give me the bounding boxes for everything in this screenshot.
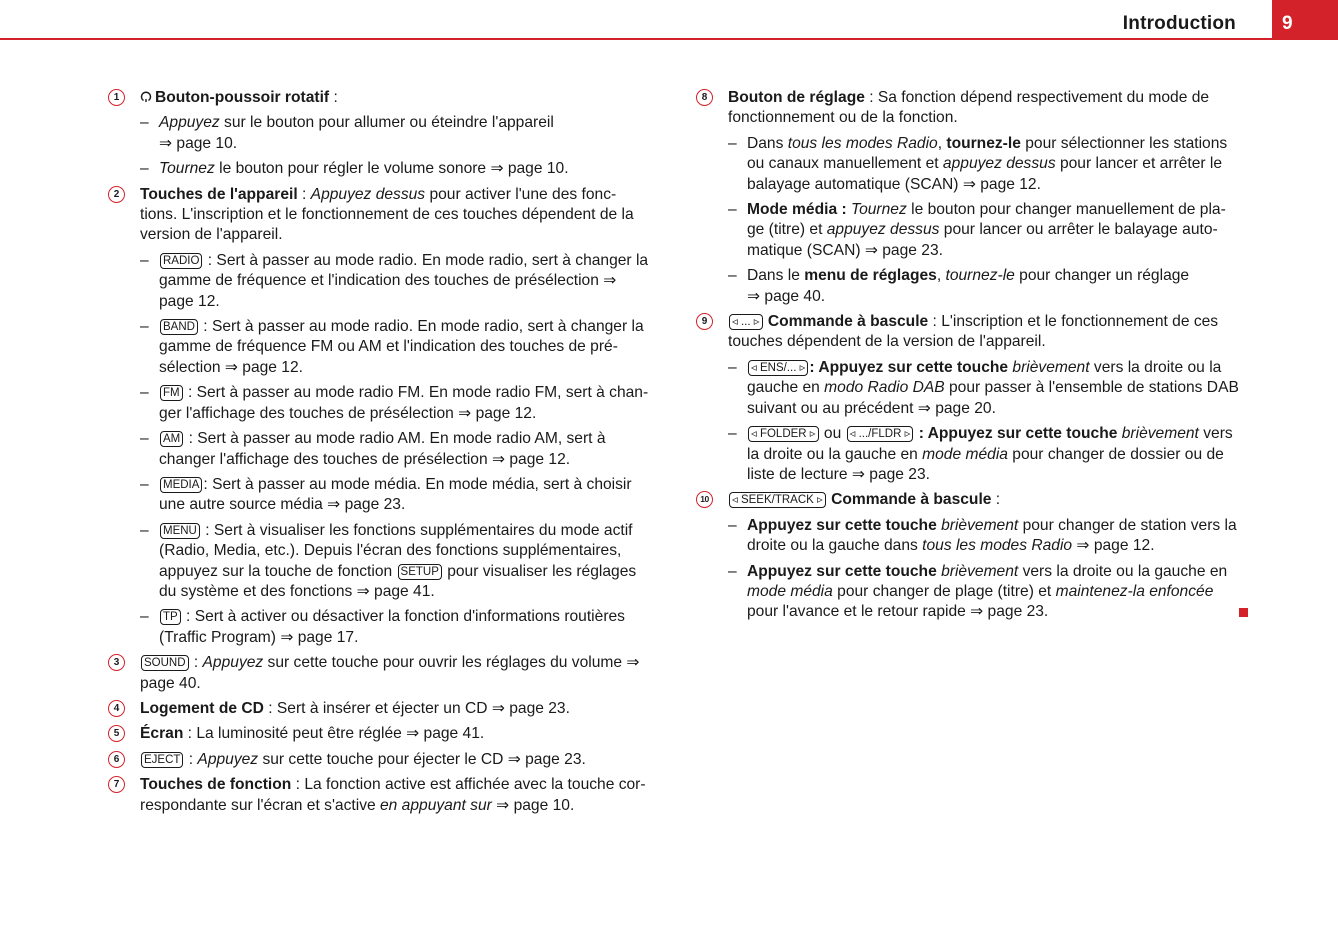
emphasis: Appuyez xyxy=(159,114,220,132)
key-label-sound: SOUND xyxy=(141,655,189,671)
text: ou xyxy=(819,425,846,443)
text: , xyxy=(936,267,946,285)
text: pour activer l'une des fonc-tions. L'inscription et le fonctionnement de ces touches dépendent de la version de l'appareil. xyxy=(140,185,634,244)
separator: : xyxy=(189,654,203,672)
key-label-fm: FM xyxy=(160,385,183,401)
sub-item xyxy=(140,159,653,179)
legend-item-2 xyxy=(108,185,653,649)
page-link[interactable]: ⇒ page 12. xyxy=(962,175,1041,193)
text: : Sert à passer au mode radio FM. En mode radio FM, sert à chan-ger l'affichage des touches de présélection xyxy=(159,384,649,422)
emphasis: Tournez xyxy=(159,160,215,178)
callout-number: 1 xyxy=(108,89,125,106)
separator: : xyxy=(184,750,198,768)
legend-item-5 xyxy=(108,724,653,744)
text: pour lancer et arrêter le balayage automatique (SCAN) xyxy=(747,155,1223,193)
text: pour changer de dossier ou de liste de lecture xyxy=(747,445,1224,483)
key-label-ens: ◃ ENS/... ▹ xyxy=(748,360,808,376)
emphasis: modo Radio DAB xyxy=(824,379,945,397)
page-link[interactable]: ⇒ page 40. xyxy=(140,654,640,692)
text: vers la droite ou la gauche en xyxy=(747,425,1233,463)
callout-number: 10 xyxy=(696,491,713,508)
item-title: Touches de fonction xyxy=(140,776,292,794)
dash: – xyxy=(728,358,737,376)
text: : Sert à passer au mode radio AM. En mode radio AM, sert à changer l'affichage des touches de présélection xyxy=(159,430,606,468)
legend-item-4 xyxy=(108,699,653,719)
sub-item-media xyxy=(140,475,653,516)
dash: – xyxy=(140,430,149,448)
emphasis: mode média xyxy=(922,445,1008,463)
key-label-media: MEDIA xyxy=(160,477,202,493)
text: Dans xyxy=(747,134,788,152)
emphasis: maintenez-la enfoncée xyxy=(1055,582,1214,600)
key-label-menu: MENU xyxy=(160,523,200,539)
dash: – xyxy=(140,160,149,178)
page-link[interactable]: ⇒ page 10. xyxy=(491,796,575,814)
sub-item-am xyxy=(140,429,653,470)
separator: : xyxy=(329,89,338,106)
page-link[interactable]: ⇒ page 20. xyxy=(917,399,996,417)
dash: – xyxy=(140,475,149,493)
callout-number: 8 xyxy=(696,89,713,106)
bold-text: tournez-le xyxy=(946,134,1021,152)
emphasis: appuyez dessus xyxy=(826,221,940,239)
emphasis: brièvement xyxy=(1008,358,1090,376)
page-link[interactable]: ⇒ page 23. xyxy=(327,496,406,514)
callout-number: 4 xyxy=(108,700,125,717)
dash: – xyxy=(140,521,149,539)
emphasis: Appuyez xyxy=(197,750,259,768)
page-link[interactable]: ⇒ page 40. xyxy=(747,287,826,305)
header-rule xyxy=(0,38,1338,40)
emphasis: Appuyez dessus xyxy=(310,185,426,203)
key-label-folder: ◃ FOLDER ▹ xyxy=(748,426,819,442)
text: pour l'avance et le retour rapide xyxy=(747,603,971,621)
dash: – xyxy=(140,114,149,132)
emphasis: mode média xyxy=(747,582,833,600)
text: : Sert à passer au mode radio. En mode radio, sert à changer la gamme de fréquence FM ou AM et l'indication des touches de pré-sélection xyxy=(159,318,644,376)
item-title: Bouton-poussoir rotatif xyxy=(155,89,330,106)
sub-item xyxy=(728,266,1241,307)
bold-text: menu de réglages xyxy=(804,267,937,285)
key-label-eject: EJECT xyxy=(141,752,183,768)
bold-text: Appuyez sur cette touche xyxy=(747,562,937,580)
sub-item xyxy=(140,113,653,154)
text: sur cette touche pour éjecter le CD xyxy=(258,750,508,768)
bold-text: Mode média : xyxy=(747,201,847,219)
text: vers la droite ou la gauche en xyxy=(747,358,1222,397)
legend-item-8 xyxy=(696,88,1241,307)
emphasis: Appuyez xyxy=(202,654,264,672)
text: pour changer un réglage xyxy=(1014,267,1190,285)
text: pour lancer ou arrêter le balayage auto-matique (SCAN) xyxy=(747,221,1218,259)
item-title: Écran xyxy=(140,725,184,743)
text: : Sert à insérer et éjecter un CD xyxy=(263,699,492,717)
page-link[interactable]: ⇒ page 12. xyxy=(491,450,571,468)
bold-text: : Appuyez sur cette touche xyxy=(914,425,1118,443)
key-label-fldr: ◃ .../FLDR ▹ xyxy=(847,426,914,442)
key-label-radio: RADIO xyxy=(160,253,202,269)
text: pour sélectionner les stations ou canaux manuellement et xyxy=(747,134,1228,173)
separator: : xyxy=(297,185,311,203)
text: pour passer à l'ensemble de stations DAB suivant ou au précédent xyxy=(747,379,1239,417)
item-title: Commande à bascule xyxy=(767,313,929,331)
emphasis: appuyez dessus xyxy=(942,155,1056,173)
text: pour visualiser les réglages du système et des fonctions xyxy=(159,562,637,600)
dash: – xyxy=(140,318,149,336)
page-link[interactable]: ⇒ page 12. xyxy=(458,404,537,422)
dash: – xyxy=(140,384,149,402)
left-column xyxy=(108,88,653,821)
text: : L'inscription et le fonctionnement de ces touches dépendent de la version de l'appareil. xyxy=(728,313,1219,351)
emphasis: tournez-le xyxy=(945,267,1015,285)
page-link[interactable]: ⇒ page 12. xyxy=(224,358,303,376)
key-label-seek-track: ◃ SEEK/TRACK ▹ xyxy=(729,492,826,508)
key-label-am: AM xyxy=(160,431,183,447)
section-title: Introduction xyxy=(1122,13,1236,34)
key-label-band: BAND xyxy=(160,319,198,335)
callout-number: 3 xyxy=(108,654,125,671)
page-number: 9 xyxy=(1282,13,1293,34)
dash: – xyxy=(728,562,737,580)
item-title: Touches de l'appareil xyxy=(140,185,298,203)
key-label-rocker: ◃ ... ▹ xyxy=(729,314,763,330)
page-link[interactable]: ⇒ page 23. xyxy=(491,699,570,717)
sub-item-band xyxy=(140,317,653,378)
text: : Sa fonction dépend respectivement du mode de fonctionnement ou de la fonction. xyxy=(728,89,1210,127)
text: vers la droite ou la gauche en xyxy=(1018,562,1228,580)
page-number-box xyxy=(1272,0,1338,40)
text: sur le bouton pour allumer ou éteindre l'appareil xyxy=(219,114,554,132)
emphasis: brièvement xyxy=(936,562,1019,580)
sub-item xyxy=(728,562,1241,623)
emphasis: brièvement xyxy=(936,516,1019,534)
sub-item-fm xyxy=(140,383,653,424)
emphasis: Tournez xyxy=(850,201,907,219)
key-label-setup: SETUP xyxy=(398,564,442,580)
legend-item-3 xyxy=(108,653,653,694)
page-link[interactable]: ⇒ page 12. xyxy=(1072,537,1155,555)
legend-item-7 xyxy=(108,775,653,816)
rotary-knob-icon xyxy=(140,91,152,103)
callout-number: 9 xyxy=(696,313,713,330)
right-column xyxy=(696,88,1241,628)
text: : La luminosité peut être réglée xyxy=(183,725,407,743)
page-link[interactable]: ⇒ page 10. xyxy=(159,134,238,152)
text: sur cette touche pour ouvrir les réglages du volume xyxy=(263,654,627,672)
text: pour changer de station vers la droite ou la gauche dans xyxy=(747,516,1237,555)
page-link[interactable]: ⇒ page 23. xyxy=(864,241,943,259)
text: , xyxy=(937,134,947,152)
item-title: Commande à bascule xyxy=(831,491,992,509)
emphasis: tous les modes Radio xyxy=(787,134,938,152)
text: pour changer de plage (titre) et xyxy=(832,582,1056,600)
dash: – xyxy=(140,251,149,269)
key-label-tp: TP xyxy=(160,609,181,625)
emphasis: en appuyant sur xyxy=(380,796,492,814)
text: : Sert à visualiser les fonctions supplémentaires du mode actif (Radio, Media, etc.). Depuis l'écran des fonctions supplémentaires, appuyez sur la touche de fonction xyxy=(159,521,633,580)
callout-number: 2 xyxy=(108,186,125,203)
dash: – xyxy=(728,201,737,219)
page-link[interactable]: ⇒ page 41. xyxy=(356,582,435,600)
page-link[interactable]: ⇒ page 17. xyxy=(280,628,359,646)
page-link[interactable]: ⇒ page 23. xyxy=(970,603,1049,621)
text: le bouton pour changer manuellement de pla-ge (titre) et xyxy=(747,201,1226,239)
sub-item xyxy=(728,200,1241,261)
sub-item xyxy=(728,516,1241,557)
page-link[interactable]: ⇒ page 41. xyxy=(406,725,485,743)
dash: – xyxy=(728,134,737,152)
emphasis: brièvement xyxy=(1117,425,1199,443)
text: : Sert à activer ou désactiver la fonction d'informations routières (Traffic Program) xyxy=(159,608,625,646)
section-end-marker xyxy=(1239,608,1248,617)
text: le bouton pour régler le volume sonore xyxy=(214,160,491,178)
dash: – xyxy=(728,516,737,534)
page-link[interactable]: ⇒ page 10. xyxy=(490,160,569,178)
text: Dans le xyxy=(747,267,805,285)
sub-item xyxy=(728,134,1241,195)
legend-item-1 xyxy=(108,88,653,180)
dash: – xyxy=(728,267,737,285)
text: : La fonction active est affichée avec la touche cor-respondante sur l'écran et s'active xyxy=(140,776,646,814)
sub-item-menu xyxy=(140,521,653,603)
page-link[interactable]: ⇒ page 12. xyxy=(159,272,617,310)
dash: – xyxy=(728,425,737,443)
legend-item-9 xyxy=(696,312,1241,485)
dash: – xyxy=(140,608,149,626)
bold-text: Appuyez sur cette touche xyxy=(747,516,937,534)
callout-number: 7 xyxy=(108,776,125,793)
sub-item-folder xyxy=(728,424,1241,485)
item-title: Logement de CD xyxy=(140,699,264,717)
callout-number: 6 xyxy=(108,751,125,768)
page-link[interactable]: ⇒ page 23. xyxy=(851,465,930,483)
page-link[interactable]: ⇒ page 23. xyxy=(507,750,586,768)
sub-item-radio xyxy=(140,251,653,312)
bold-text: : Appuyez sur cette touche xyxy=(809,358,1009,376)
sub-item-ens xyxy=(728,358,1241,419)
separator: : xyxy=(991,491,1001,509)
sub-item-tp xyxy=(140,607,653,648)
item-title: Bouton de réglage xyxy=(728,89,865,106)
legend-item-10 xyxy=(696,490,1241,622)
legend-item-6 xyxy=(108,750,653,770)
text: : Sert à passer au mode radio. En mode radio, sert à changer la gamme de fréquence et l'indication des touches de présélection xyxy=(159,251,649,290)
callout-number: 5 xyxy=(108,725,125,742)
emphasis: tous les modes Radio xyxy=(922,537,1073,555)
text: : Sert à passer au mode média. En mode média, sert à choisir une autre source média xyxy=(159,475,632,514)
